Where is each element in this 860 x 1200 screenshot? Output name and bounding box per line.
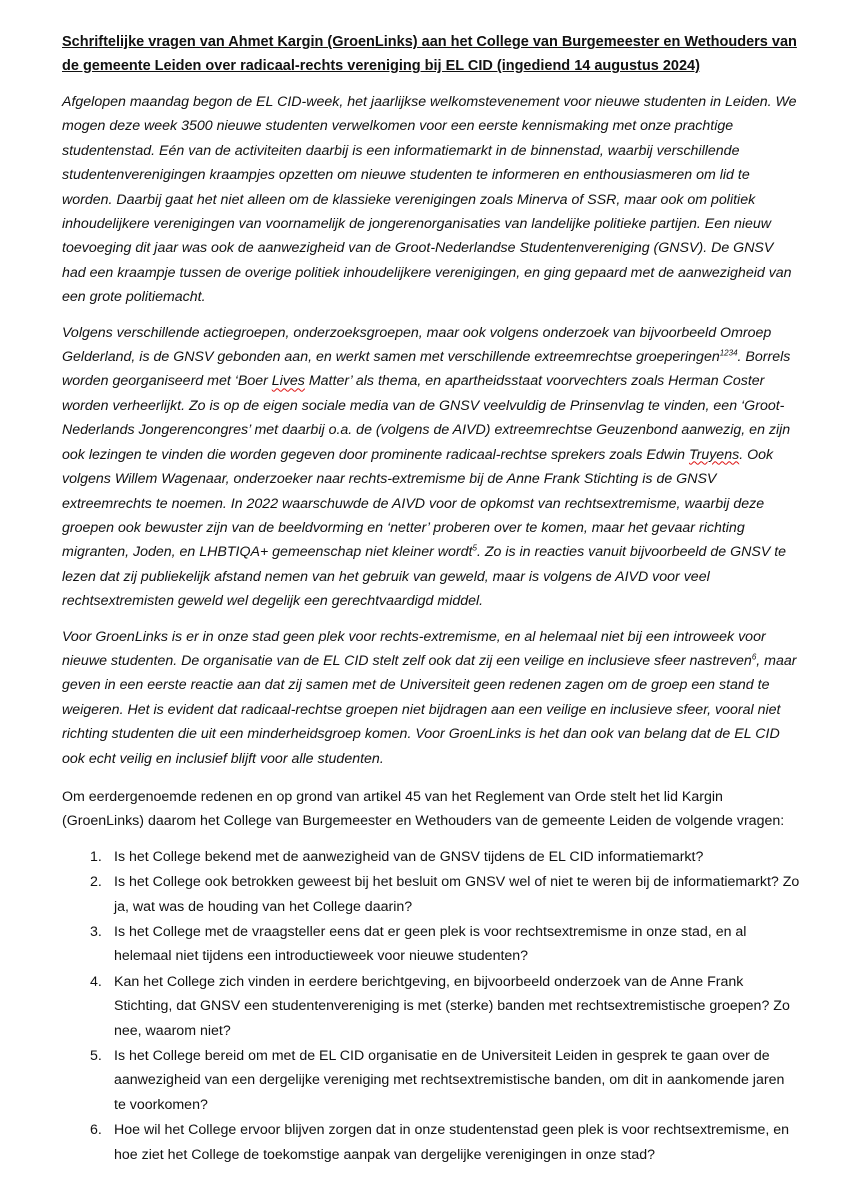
paragraph-text: Matter’ als thema, en apartheidsstaat voorvechters zoals Herman Coster worden verheerlijkt. Zo is op de eigen sociale media van de GNSV veelvuldig de Prinsenvlag te vinden, een ‘Groot-Nederlands Jongerencongres’ met daarbij o.a. de (volgens de AIVD) extreemrechtse Geuzenbond aanwezig, en zijn ook lezingen te vinden die worden gegeven door prominente radicaal-rechtse sprekers zoals Edwin [62,373,791,463]
question-text: Is het College met de vraagsteller eens dat er geen plek is voor rechtsextremisme in onze stad, en al helemaal niet tijdens een introductieweek voor nieuwe studenten? [114,924,747,965]
paragraph-text: . Zo is in reacties vanuit bijvoorbeeld de GNSV te lezen dat zij publiekelijk afstand nemen van het gebruik van geweld, maar is volgens de AIVD voor veel rechtsextremisten geweld wel degelijk een gerechtvaardigd middel. [62,544,787,610]
spellcheck-word: Lives [271,373,305,390]
question-text: Is het College bekend met de aanwezigheid van de GNSV tijdens de EL CID informatiemarkt? [114,848,704,865]
paragraph-text: , maar geven in een eerste reactie aan dat zij samen met de Universiteit geen redenen zagen om de groep een stand te weigeren. Het is evident dat radicaal-rechtse groepen niet bijdragen aan een veilige en inclusieve sfeer, vooral niet richting studenten die uit een minderheidsgroep komen. Voor GroenLinks is het dan ook van belang dat de EL CID ook echt veilig en inclusief blijft voor alle studenten. [62,652,797,767]
question-item [62,970,800,1043]
question-number: 2. [90,874,102,891]
questions-list [62,845,800,1167]
footnote-ref: 1234 [719,348,738,358]
question-number: 3. [90,924,102,940]
paragraph-gnsv-links [62,321,800,614]
footnote-ref: 5 [472,543,477,553]
questions-intro: Om eerdergenoemde redenen en op grond van artikel 45 van het Reglement van Orde stelt het lid Kargin (GroenLinks) daarom het College van Burgemeester en Wethouders van de gemeente Leiden de volgende vragen: [62,788,785,830]
document-page [62,30,800,1168]
paragraph-text: Voor GroenLinks is er in onze stad geen plek voor rechts-extremisme, en al helemaal niet bij een introweek voor nieuwe studenten. De organisatie van de EL CID stelt zelf ook dat zij een veilige en inclusieve sfeer nastreven [62,628,766,669]
question-item [62,845,800,869]
question-text: Hoe wil het College ervoor blijven zorgen dat in onze studentenstad geen plek is voor rechtsextremisme, en hoe ziet het College de toekomstige aanpak van dergelijke verenigingen in onze stad? [114,1122,790,1163]
paragraph-text: . Borrels worden georganiseerd met ‘Boer [62,349,791,390]
question-item [62,870,800,919]
question-item [62,1118,800,1167]
paragraph-text: . Ook volgens Willem Wagenaar, onderzoeker naar rechts-extremisme bij de Anne Frank Stichting is de GNSV extreemrechts te noemen. In 2022 waarschuwde de AIVD voor de opkomst van rechtsextremisme, waarbij deze groepen ook bewuster zijn van de beeldvorming en ‘netter’ proberen over te komen, maar het gevaar richting migranten, Joden, en LHBTIQA+ gemeenschap niet kleiner wordt [62,446,774,561]
paragraph-text: Volgens verschillende actiegroepen, onderzoeksgroepen, maar ook volgens onderzoek van bijvoorbeeld Omroep Gelderland, is de GNSV gebonden aan, en werkt samen met verschillende extreemrechtse groeperingen [62,324,772,366]
question-text: Kan het College zich vinden in eerdere berichtgeving, en bijvoorbeeld onderzoek van de Anne Frank Stichting, dat GNSV een studentenvereniging is met (sterke) banden met rechtsextremistische groepen? Zo nee, waarom niet? [114,973,790,1039]
document-title: Schriftelijke vragen van Ahmet Kargin (GroenLinks) aan het College van Burgemeester en Wethouders van de gemeente Leiden over radicaal-rechts vereniging bij EL CID (ingediend 14 augustus 2024) [62,34,797,74]
spellcheck-word: Truyens [688,446,740,463]
question-text: Is het College bereid om met de EL CID organisatie en de Universiteit Leiden in gesprek te gaan over de aanwezigheid van een dergelijke vereniging met rechtsextremistische banden, om dit in aankomende jaren te voorkomen? [114,1048,785,1113]
question-number: 5. [90,1048,102,1065]
paragraph-el-cid-week: Afgelopen maandag begon de EL CID-week, het jaarlijkse welkomstevenement voor nieuwe studenten in Leiden. We mogen deze week 3500 nieuwe studenten verwelkomen voor een eerste kennismaking met onze prachtige studentenstad. Eén van de activiteiten daarbij is een informatiemarkt in de binnenstad, waarbij verschillende studentenverenigingen kraampjes opzetten om nieuwe studenten te informeren en enthousiasmeren om lid te worden. Daarbij gaat het niet alleen om de klassieke verenigingen zoals Minerva of SSR, maar ook om politiek inhoudelijkere verenigingen van voornamelijk de jongerenorganisaties van landelijke politieke partijen. Een nieuw toevoeging dit jaar was ook de aanwezigheid van de Groot-Nederlandse Studentenvereniging (GNSV). De GNSV had een kraampje tussen de overige politiek inhoudelijkere verenigingen, en ging gepaard met de aanwezigheid van een grote politiemacht. [62,94,797,306]
question-number: 6. [90,1122,102,1139]
question-number: 1. [90,848,102,865]
question-item [62,1044,800,1117]
question-text: Is het College ook betrokken geweest bij het besluit om GNSV wel of niet te weren bij de informatiemarkt? Zo ja, wat was de houding van het College daarin? [114,874,800,915]
question-number: 4. [90,973,102,990]
question-item [62,920,800,969]
footnote-ref: 6 [751,652,757,662]
paragraph-groenlinks-position [62,625,800,771]
